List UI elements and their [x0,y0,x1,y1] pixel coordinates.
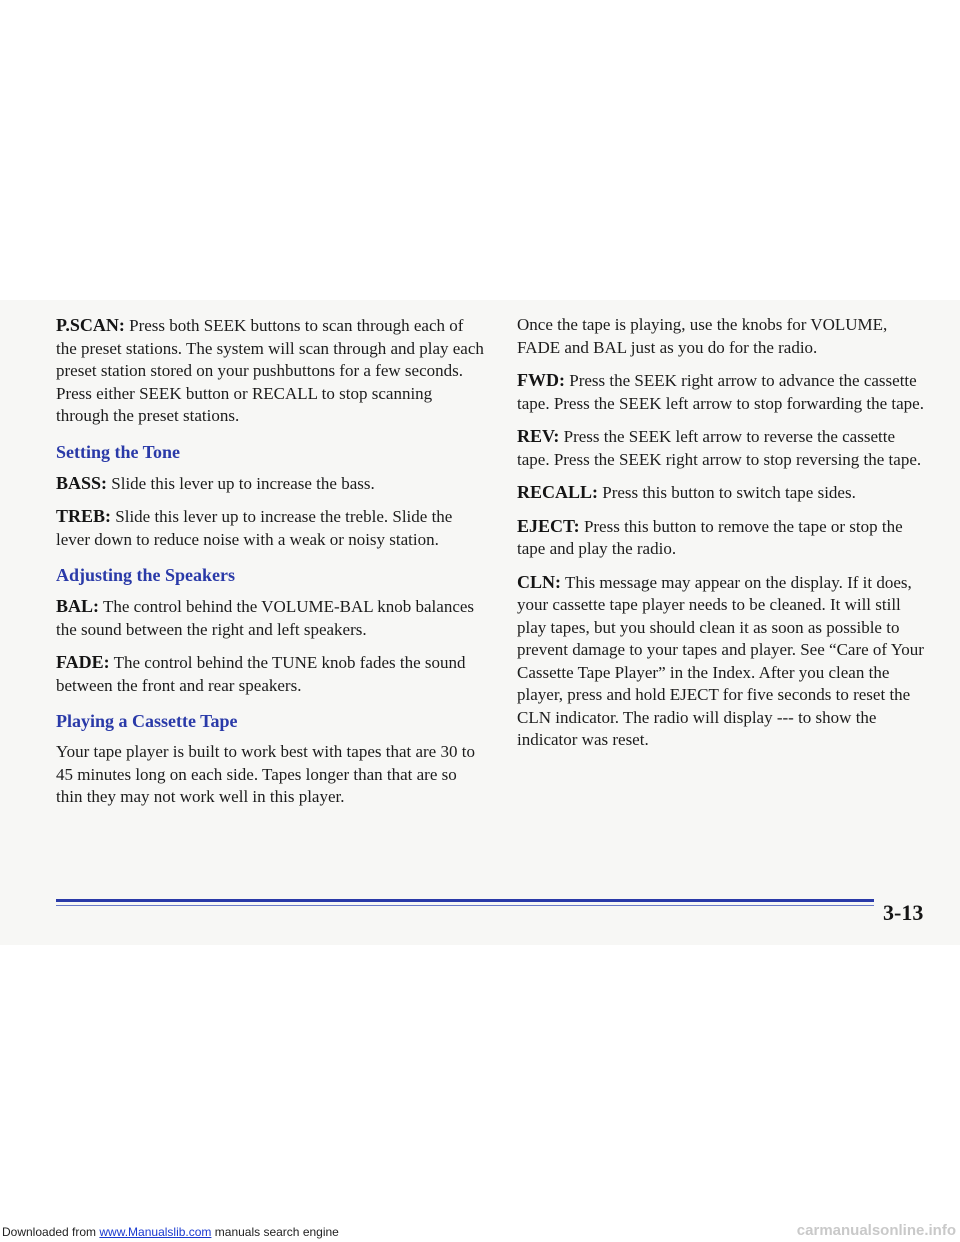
fwd-text: Press the SEEK right arrow to advance the cassette tape. Press the SEEK left arrow to stop forwarding the tape. [517,371,924,413]
fade-paragraph [56,651,486,697]
watermark-text: carmanualsonline.info [796,1222,956,1239]
cassette-intro-paragraph: Your tape player is built to work best with tapes that are 30 to 45 minutes long on each side. Tapes longer than that are so thin they may not work well in this player. [56,742,475,806]
cln-paragraph [517,571,929,752]
pscan-term: P.SCAN: [56,315,125,335]
footer-rule-thick [56,899,874,902]
download-prefix: Downloaded from [2,1225,100,1239]
footer-rule [56,887,874,911]
recall-paragraph [517,481,929,505]
heading-setting-the-tone: Setting the Tone [56,441,181,462]
download-footer [0,1222,960,1242]
bass-paragraph [56,472,486,496]
heading-playing-a-cassette-tape: Playing a Cassette Tape [56,711,238,731]
pscan-text: Press both SEEK buttons to scan through each of the preset stations. The system will scan through and play each preset station stored on your pushbuttons for a few seconds. Press either SEEK button or RECALL to stop scanning through the preset stations. [56,316,484,425]
bal-term: BAL: [56,596,100,616]
rev-text: Press the SEEK left arrow to reverse the cassette tape. Press the SEEK right arrow to stop reversing the tape. [517,427,922,469]
eject-text: Press this button to remove the tape or stop the tape and play the radio. [517,516,903,558]
rev-paragraph [517,425,929,471]
page-number: 3-13 [883,900,924,925]
treb-term: TREB: [56,506,112,526]
tape-intro-paragraph: Once the tape is playing, use the knobs for VOLUME, FADE and BAL just as you do for the radio. [517,315,888,357]
manualslib-link[interactable]: www.Manualslib.com [99,1225,212,1239]
bal-paragraph [56,595,486,641]
fwd-paragraph [517,369,929,415]
recall-term: RECALL: [517,482,599,502]
bass-term: BASS: [56,472,108,493]
recall-text: Press this button to switch tape sides. [598,483,856,502]
right-column [517,314,929,762]
fade-term: FADE: [56,652,110,672]
left-column [56,314,486,819]
heading-adjusting-the-speakers: Adjusting the Speakers [56,565,236,585]
bass-text: Slide this lever up to increase the bass. [107,473,375,493]
fwd-term: FWD: [517,370,565,390]
fade-text: The control behind the TUNE knob fades the sound between the front and rear speakers. [56,653,466,695]
eject-paragraph [517,515,929,561]
treb-text: Slide this lever up to increase the treble. Slide the lever down to reduce noise with a weak or noisy station. [56,507,453,549]
cln-term: CLN: [517,571,561,592]
bal-text: The control behind the VOLUME-BAL knob balances the sound between the right and left speakers. [56,597,475,639]
download-suffix: manuals search engine [211,1225,339,1239]
eject-term: EJECT: [517,515,580,536]
pscan-paragraph [56,314,486,428]
footer-rule-thin [56,905,874,906]
treb-paragraph [56,505,486,551]
download-source [2,1225,339,1239]
manual-page [0,300,960,945]
cln-text: This message may appear on the display. If it does, your cassette tape player needs to be cleaned. It will still play tapes, but you should clean it as soon as possible to prevent damage to your tapes and player. See “Care of Your Cassette Tape Player” in the Index. After you clean the player, press and hold EJECT for five seconds to reset the CLN indicator. The radio will display --- to show the indicator was reset. [517,572,924,749]
rev-term: REV: [517,426,560,446]
